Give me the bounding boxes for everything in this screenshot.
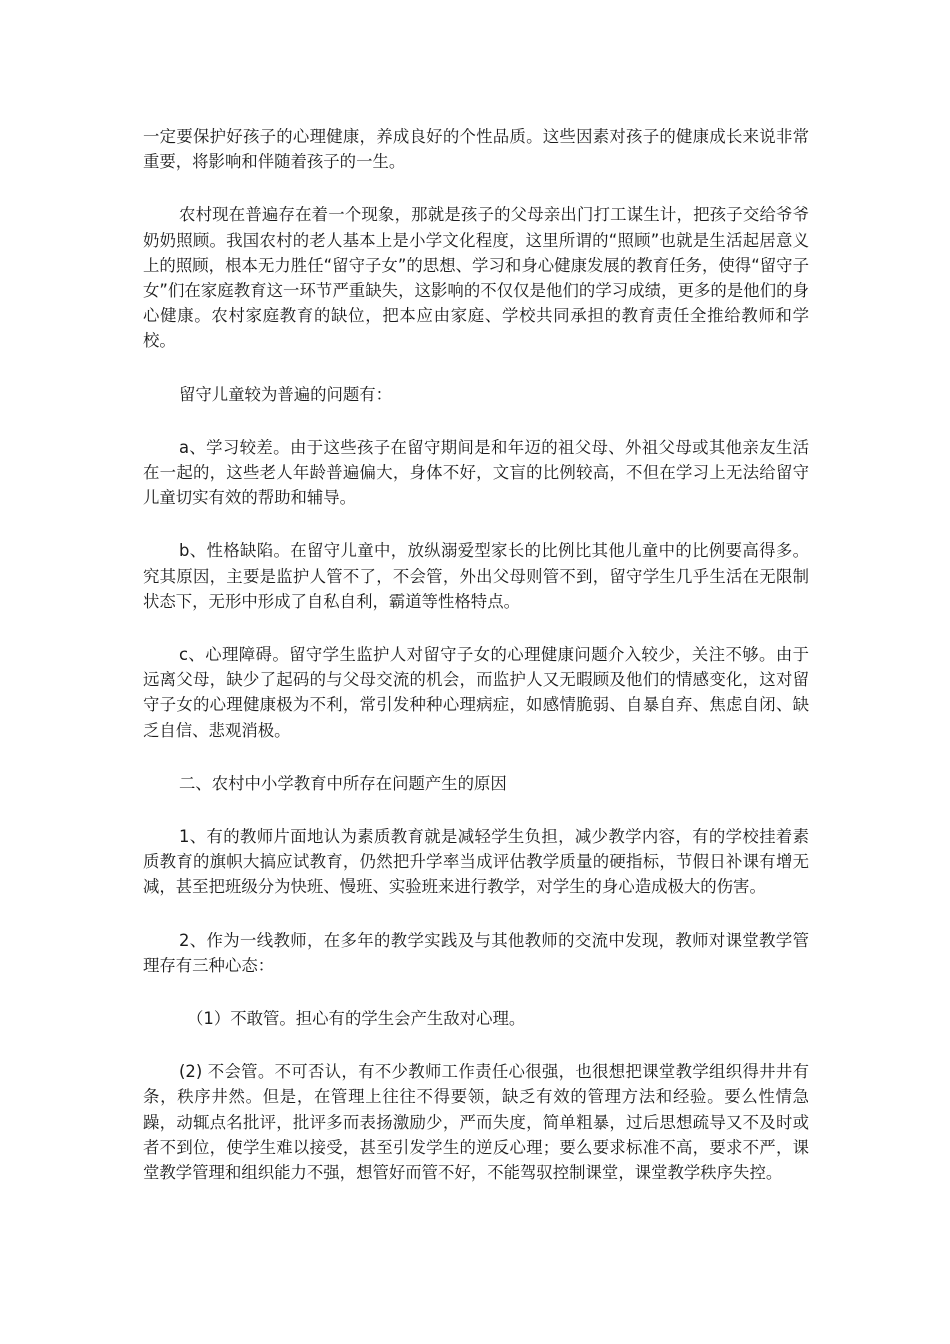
paragraph-common-problems-heading: 留守儿童较为普遍的问题有： (179, 384, 393, 404)
paragraph-problem-c: c、心理障碍。留守学生监护人对留守子女的心理健康问题介入较少，关注不够。由于远离父母，缺少了起码的与父母交流的机会，而监护人又无暇顾及他们的情感变化，这对留守子女的心理健康极为不利，常引发种种心理病症，如感情脆弱、自暴自弃、焦虑自闭、缺乏自信、悲观消极。 (143, 645, 809, 740)
paragraph-left-behind-children: 农村现在普遍存在着一个现象，那就是孩子的父母亲出门打工谋生计，把孩子交给爷爷奶奶照顾。我国农村的老人基本上是小学文化程度，这里所谓的“照顾”也就是生活起居意义上的照顾，根本无力胜任“留守子女”的思想、学习和身心健康发展的教育任务，使得“留守子女”们在家庭教育这一环节严重缺失，这影响的不仅仅是他们的学习成绩，更多的是他们的身心健康。农村家庭教育的缺位，把本应由家庭、学校共同承担的教育责任全推给教师和学校。 (143, 205, 809, 351)
paragraph-attitude-1: （1）不敢管。担心有的学生会产生敌对心理。 (187, 1009, 526, 1029)
paragraph-attitude-2: (2) 不会管。不可否认，有不少教师工作责任心很强，也很想把课堂教学组织得井井有条，秩序井然。但是，在管理上往往不得要领，缺乏有效的管理方法和经验。要么性情急躁，动辄点名批评，批评多而表扬激励少，严而失度，简单粗暴，过后思想疏导又不及时或者不到位，使学生难以接受，甚至引发学生的逆反心理；要么要求标准不高，要求不严，课堂教学管理和组织能力不强，想管好而管不好，不能驾驭控制课堂，课堂教学秩序失控。 (143, 1062, 809, 1183)
paragraph-cause-1: 1、有的教师片面地认为素质教育就是减轻学生负担，减少教学内容，有的学校挂着素质教育的旗帜大搞应试教育，仍然把升学率当成评估教学质量的硬指标，节假日补课有增无减，甚至把班级分为快班、慢班、实验班来进行教学，对学生的身心造成极大的伤害。 (143, 827, 809, 897)
section-heading-causes: 二、农村中小学教育中所存在问题产生的原因 (179, 773, 507, 793)
paragraph-intro-continuation: 一定要保护好孩子的心理健康，养成良好的个性品质。这些因素对孩子的健康成长来说非常重要，将影响和伴随着孩子的一生。 (143, 127, 809, 172)
document-body (143, 124, 809, 1213)
paragraph-cause-2: 2、作为一线教师，在多年的教学实践及与其他教师的交流中发现，教师对课堂教学管理存有三种心态： (143, 930, 809, 975)
paragraph-problem-b: b、性格缺陷。在留守儿童中，放纵溺爱型家长的比例比其他儿童中的比例要高得多。究其原因，主要是监护人管不了，不会管，外出父母则管不到，留守学生几乎生活在无限制状态下，无形中形成了自私自利，霸道等性格特点。 (143, 541, 809, 611)
paragraph-problem-a: a、学习较差。由于这些孩子在留守期间是和年迈的祖父母、外祖父母或其他亲友生活在一起的，这些老人年龄普遍偏大，身体不好，文盲的比例较高，不但在学习上无法给留守儿童切实有效的帮助和辅导。 (143, 437, 809, 508)
